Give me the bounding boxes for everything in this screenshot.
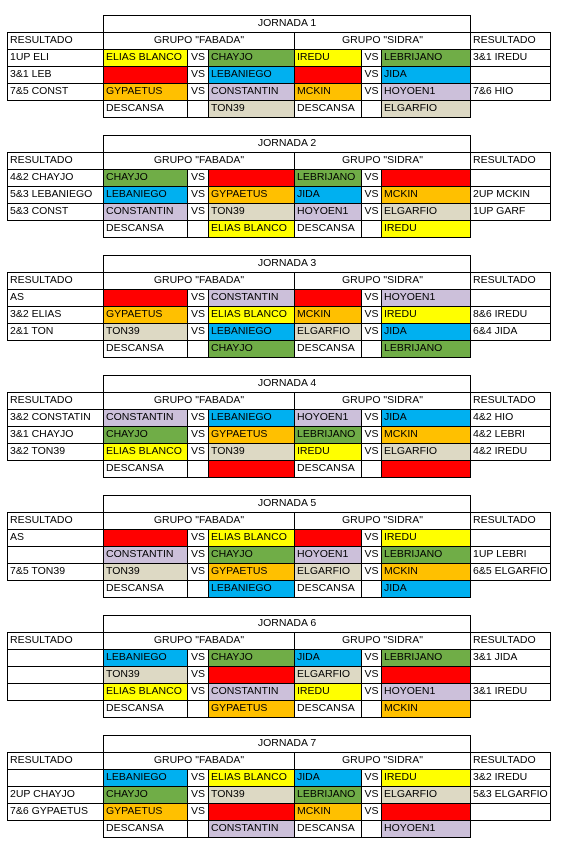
team-cell: JIDA bbox=[381, 409, 471, 427]
group-sidra-header: GRUPO "SIDRA" bbox=[294, 272, 471, 290]
team-cell: CONSTANTIN bbox=[208, 683, 295, 701]
jornada-title: JORNADA 2 bbox=[103, 135, 471, 153]
vs-label: VS bbox=[187, 563, 209, 581]
team-cell: JUANCANI bbox=[381, 803, 471, 821]
team-cell: HOYOEN1 bbox=[294, 409, 362, 427]
group-fabada-header: GRUPO "FABADA" bbox=[103, 512, 295, 530]
rest-label: DESCANSA bbox=[294, 220, 362, 238]
result-header-right: RESULTADO bbox=[470, 152, 551, 170]
team-cell: HOYOEN1 bbox=[381, 683, 471, 701]
result-right: 2UP MCKIN bbox=[470, 186, 551, 204]
vs-label: VS bbox=[187, 306, 209, 324]
team-cell: ELIAS BLANCO bbox=[103, 49, 188, 67]
team-cell: IREDU bbox=[381, 769, 471, 787]
result-right: 3&2 IREDU bbox=[470, 769, 551, 787]
team-cell: CHAYJO bbox=[103, 169, 188, 187]
rest-label: DESCANSA bbox=[294, 100, 362, 118]
team-cell: LEBRIJANO bbox=[294, 426, 362, 444]
team-cell: YHULE bbox=[208, 803, 295, 821]
team-cell: JIDA bbox=[381, 580, 471, 598]
team-cell: IREDU bbox=[294, 49, 362, 67]
team-cell: HOYOEN1 bbox=[381, 820, 471, 838]
team-cell: MCKIN bbox=[294, 83, 362, 101]
vs-label: VS bbox=[361, 409, 382, 427]
vs-label: VS bbox=[361, 769, 382, 787]
vs-label: VS bbox=[187, 803, 209, 821]
result-left: 2UP CHAYJO bbox=[7, 786, 104, 804]
result-right: 1UP LEBRI bbox=[470, 546, 551, 564]
team-cell: JUANCANI bbox=[294, 289, 362, 307]
vs-label: VS bbox=[187, 649, 209, 667]
vs-label: VS bbox=[361, 83, 382, 101]
result-header-left: RESULTADO bbox=[7, 632, 104, 650]
result-right: 6&5 ELGARFIO bbox=[470, 563, 551, 581]
result-header-left: RESULTADO bbox=[7, 512, 104, 530]
result-left: 7&5 TON39 bbox=[7, 563, 104, 581]
team-cell: JIDA bbox=[381, 66, 471, 84]
jornada-title: JORNADA 7 bbox=[103, 735, 471, 753]
result-header-right: RESULTADO bbox=[470, 392, 551, 410]
vs-label: VS bbox=[187, 769, 209, 787]
result-left: 3&2 ELIAS bbox=[7, 306, 104, 324]
rest-label: DESCANSA bbox=[103, 340, 188, 358]
team-cell: LEBANIEGO bbox=[208, 580, 295, 598]
team-cell: MCKIN bbox=[294, 306, 362, 324]
group-fabada-header: GRUPO "FABADA" bbox=[103, 32, 295, 50]
team-cell: MCKIN bbox=[381, 700, 471, 718]
team-cell: HOYOEN1 bbox=[294, 546, 362, 564]
rest-label: DESCANSA bbox=[294, 700, 362, 718]
blank-cell bbox=[187, 820, 209, 838]
vs-label: VS bbox=[361, 323, 382, 341]
team-cell: CHAYJO bbox=[103, 786, 188, 804]
blank-cell bbox=[187, 100, 209, 118]
team-cell: LEBRIJANO bbox=[294, 169, 362, 187]
result-right bbox=[470, 66, 551, 84]
result-right bbox=[470, 666, 551, 684]
result-left bbox=[7, 649, 104, 667]
rest-label: DESCANSA bbox=[103, 820, 188, 838]
team-cell: YHULE bbox=[103, 529, 188, 547]
team-cell: ELIAS BLANCO bbox=[103, 443, 188, 461]
vs-label: VS bbox=[187, 203, 209, 221]
vs-label: VS bbox=[187, 186, 209, 204]
blank-cell bbox=[187, 700, 209, 718]
rest-label: DESCANSA bbox=[103, 100, 188, 118]
team-cell: LEBRIJANO bbox=[294, 786, 362, 804]
team-cell: HOYOEN1 bbox=[381, 289, 471, 307]
team-cell: IREDU bbox=[294, 683, 362, 701]
vs-label: VS bbox=[187, 289, 209, 307]
team-cell: ELIAS BLANCO bbox=[208, 306, 295, 324]
jornada-title: JORNADA 5 bbox=[103, 495, 471, 513]
blank-cell bbox=[361, 700, 382, 718]
team-cell: CHAYJO bbox=[208, 649, 295, 667]
team-cell: LEBANIEGO bbox=[103, 649, 188, 667]
result-left: 7&5 CONST bbox=[7, 83, 104, 101]
result-right: 7&6 HIO bbox=[470, 83, 551, 101]
vs-label: VS bbox=[187, 169, 209, 187]
vs-label: VS bbox=[361, 186, 382, 204]
team-cell: LEBRIJANO bbox=[381, 649, 471, 667]
result-right: 3&1 IREDU bbox=[470, 683, 551, 701]
result-left: 1UP ELI bbox=[7, 49, 104, 67]
team-cell: LEBANIEGO bbox=[208, 409, 295, 427]
team-cell: TON39 bbox=[103, 323, 188, 341]
result-header-right: RESULTADO bbox=[470, 752, 551, 770]
team-cell: JIDA bbox=[294, 649, 362, 667]
result-right: 6&4 JIDA bbox=[470, 323, 551, 341]
result-right: 8&6 IREDU bbox=[470, 306, 551, 324]
team-cell: JIDA bbox=[294, 186, 362, 204]
team-cell: ELGARFIO bbox=[294, 666, 362, 684]
team-cell: GYPAETUS bbox=[208, 700, 295, 718]
group-sidra-header: GRUPO "SIDRA" bbox=[294, 752, 471, 770]
team-cell: GYPAETUS bbox=[208, 186, 295, 204]
group-fabada-header: GRUPO "FABADA" bbox=[103, 272, 295, 290]
team-cell: GYPAETUS bbox=[103, 83, 188, 101]
team-cell: ELIAS BLANCO bbox=[103, 683, 188, 701]
team-cell: MCKIN bbox=[381, 186, 471, 204]
team-cell: MCKIN bbox=[381, 563, 471, 581]
vs-label: VS bbox=[361, 66, 382, 84]
blank-cell bbox=[361, 340, 382, 358]
team-cell: ELGARFIO bbox=[294, 323, 362, 341]
result-header-right: RESULTADO bbox=[470, 32, 551, 50]
group-sidra-header: GRUPO "SIDRA" bbox=[294, 632, 471, 650]
result-right bbox=[470, 289, 551, 307]
result-left bbox=[7, 666, 104, 684]
team-cell: ELGARFIO bbox=[381, 443, 471, 461]
rest-label: DESCANSA bbox=[294, 580, 362, 598]
team-cell: LEBANIEGO bbox=[208, 323, 295, 341]
team-cell: LEBRIJANO bbox=[381, 49, 471, 67]
result-left: 5&3 LEBANIEGO bbox=[7, 186, 104, 204]
blank-cell bbox=[187, 460, 209, 478]
blank-cell bbox=[361, 100, 382, 118]
blank-cell bbox=[361, 220, 382, 238]
result-right bbox=[470, 169, 551, 187]
vs-label: VS bbox=[361, 563, 382, 581]
result-left: AS bbox=[7, 289, 104, 307]
team-cell: YHULE bbox=[208, 460, 295, 478]
blank-cell bbox=[361, 580, 382, 598]
group-sidra-header: GRUPO "SIDRA" bbox=[294, 392, 471, 410]
result-left: 3&1 CHAYJO bbox=[7, 426, 104, 444]
result-right: 4&2 HIO bbox=[470, 409, 551, 427]
jornada-title: JORNADA 6 bbox=[103, 615, 471, 633]
result-left: AS bbox=[7, 529, 104, 547]
vs-label: VS bbox=[361, 443, 382, 461]
team-cell: ELGARFIO bbox=[381, 203, 471, 221]
team-cell: CONSTANTIN bbox=[103, 546, 188, 564]
vs-label: VS bbox=[361, 426, 382, 444]
team-cell: ELIAS BLANCO bbox=[208, 769, 295, 787]
result-left: 3&2 CONSTATIN bbox=[7, 409, 104, 427]
vs-label: VS bbox=[361, 306, 382, 324]
vs-label: VS bbox=[361, 803, 382, 821]
vs-label: VS bbox=[187, 83, 209, 101]
blank-cell bbox=[187, 220, 209, 238]
team-cell: JUANCANI bbox=[381, 169, 471, 187]
team-cell: ELGARFIO bbox=[381, 786, 471, 804]
team-cell: YHULE bbox=[103, 289, 188, 307]
team-cell: LEBRIJANO bbox=[381, 340, 471, 358]
team-cell: JUANCANI bbox=[381, 666, 471, 684]
vs-label: VS bbox=[187, 323, 209, 341]
jornada-title: JORNADA 3 bbox=[103, 255, 471, 273]
rest-label: DESCANSA bbox=[294, 820, 362, 838]
team-cell: TON39 bbox=[208, 100, 295, 118]
rest-label: DESCANSA bbox=[103, 460, 188, 478]
team-cell: CHAYJO bbox=[208, 340, 295, 358]
result-left bbox=[7, 546, 104, 564]
vs-label: VS bbox=[361, 289, 382, 307]
blank-cell bbox=[361, 460, 382, 478]
team-cell: IREDU bbox=[381, 529, 471, 547]
group-fabada-header: GRUPO "FABADA" bbox=[103, 752, 295, 770]
result-left: 3&2 TON39 bbox=[7, 443, 104, 461]
vs-label: VS bbox=[187, 66, 209, 84]
vs-label: VS bbox=[361, 786, 382, 804]
team-cell: TON39 bbox=[208, 203, 295, 221]
team-cell: IREDU bbox=[294, 443, 362, 461]
team-cell: YHULE bbox=[208, 169, 295, 187]
team-cell: ELIAS BLANCO bbox=[208, 529, 295, 547]
vs-label: VS bbox=[187, 443, 209, 461]
team-cell: LEBRIJANO bbox=[381, 546, 471, 564]
team-cell: CONSTANTIN bbox=[103, 409, 188, 427]
group-fabada-header: GRUPO "FABADA" bbox=[103, 152, 295, 170]
team-cell: TON39 bbox=[103, 563, 188, 581]
team-cell: CHAYJO bbox=[103, 426, 188, 444]
blank-cell bbox=[187, 340, 209, 358]
vs-label: VS bbox=[361, 683, 382, 701]
team-cell: ELIAS BLANCO bbox=[208, 220, 295, 238]
team-cell: TON39 bbox=[208, 786, 295, 804]
team-cell: GYPAETUS bbox=[103, 803, 188, 821]
vs-label: VS bbox=[187, 683, 209, 701]
vs-label: VS bbox=[187, 786, 209, 804]
team-cell: JUANCANI bbox=[294, 66, 362, 84]
team-cell: IREDU bbox=[381, 220, 471, 238]
team-cell: CONSTANTIN bbox=[103, 203, 188, 221]
team-cell: JUANCANI bbox=[381, 460, 471, 478]
vs-label: VS bbox=[187, 546, 209, 564]
vs-label: VS bbox=[361, 666, 382, 684]
vs-label: VS bbox=[187, 666, 209, 684]
vs-label: VS bbox=[361, 49, 382, 67]
result-right: 3&1 JIDA bbox=[470, 649, 551, 667]
team-cell: ELGARFIO bbox=[294, 563, 362, 581]
group-sidra-header: GRUPO "SIDRA" bbox=[294, 512, 471, 530]
team-cell: LEBANIEGO bbox=[103, 769, 188, 787]
result-left: 5&3 CONST bbox=[7, 203, 104, 221]
result-header-left: RESULTADO bbox=[7, 752, 104, 770]
result-left bbox=[7, 769, 104, 787]
result-header-left: RESULTADO bbox=[7, 152, 104, 170]
blank-cell bbox=[187, 580, 209, 598]
vs-label: VS bbox=[187, 529, 209, 547]
result-right: 4&2 LEBRI bbox=[470, 426, 551, 444]
vs-label: VS bbox=[361, 169, 382, 187]
blank-cell bbox=[361, 820, 382, 838]
team-cell: CONSTANTIN bbox=[208, 820, 295, 838]
vs-label: VS bbox=[187, 409, 209, 427]
team-cell: HOYOEN1 bbox=[294, 203, 362, 221]
jornada-title: JORNADA 4 bbox=[103, 375, 471, 393]
team-cell: TON39 bbox=[103, 666, 188, 684]
result-header-left: RESULTADO bbox=[7, 32, 104, 50]
result-left: 2&1 TON bbox=[7, 323, 104, 341]
result-right: 5&3 ELGARFIO bbox=[470, 786, 551, 804]
rest-label: DESCANSA bbox=[103, 580, 188, 598]
result-left: 3&1 LEB bbox=[7, 66, 104, 84]
vs-label: VS bbox=[361, 649, 382, 667]
team-cell: CHAYJO bbox=[208, 546, 295, 564]
vs-label: VS bbox=[187, 426, 209, 444]
team-cell: HOYOEN1 bbox=[381, 83, 471, 101]
rest-label: DESCANSA bbox=[294, 460, 362, 478]
team-cell: YHULE bbox=[103, 66, 188, 84]
team-cell: LEBANIEGO bbox=[103, 186, 188, 204]
vs-label: VS bbox=[361, 529, 382, 547]
result-left bbox=[7, 683, 104, 701]
result-right bbox=[470, 529, 551, 547]
vs-label: VS bbox=[361, 203, 382, 221]
result-header-right: RESULTADO bbox=[470, 632, 551, 650]
team-cell: CONSTANTIN bbox=[208, 83, 295, 101]
vs-label: VS bbox=[361, 546, 382, 564]
group-sidra-header: GRUPO "SIDRA" bbox=[294, 152, 471, 170]
result-right: 3&1 IREDU bbox=[470, 49, 551, 67]
result-header-right: RESULTADO bbox=[470, 512, 551, 530]
team-cell: GYPAETUS bbox=[103, 306, 188, 324]
team-cell: GYPAETUS bbox=[208, 563, 295, 581]
team-cell: GYPAETUS bbox=[208, 426, 295, 444]
rest-label: DESCANSA bbox=[294, 340, 362, 358]
team-cell: JIDA bbox=[294, 769, 362, 787]
team-cell: MCKIN bbox=[381, 426, 471, 444]
result-right: 1UP GARF bbox=[470, 203, 551, 221]
jornada-title: JORNADA 1 bbox=[103, 15, 471, 33]
team-cell: TON39 bbox=[208, 443, 295, 461]
result-header-right: RESULTADO bbox=[470, 272, 551, 290]
result-header-left: RESULTADO bbox=[7, 272, 104, 290]
team-cell: IREDU bbox=[381, 306, 471, 324]
group-fabada-header: GRUPO "FABADA" bbox=[103, 392, 295, 410]
team-cell: CONSTANTIN bbox=[208, 289, 295, 307]
result-left: 7&6 GYPAETUS bbox=[7, 803, 104, 821]
result-header-left: RESULTADO bbox=[7, 392, 104, 410]
rest-label: DESCANSA bbox=[103, 220, 188, 238]
result-left: 4&2 CHAYJO bbox=[7, 169, 104, 187]
group-fabada-header: GRUPO "FABADA" bbox=[103, 632, 295, 650]
team-cell: YHULE bbox=[208, 666, 295, 684]
team-cell: CHAYJO bbox=[208, 49, 295, 67]
team-cell: JUANCANI bbox=[294, 529, 362, 547]
team-cell: JIDA bbox=[381, 323, 471, 341]
team-cell: ELGARFIO bbox=[381, 100, 471, 118]
result-right: 4&2 IREDU bbox=[470, 443, 551, 461]
rest-label: DESCANSA bbox=[103, 700, 188, 718]
result-right bbox=[470, 803, 551, 821]
group-sidra-header: GRUPO "SIDRA" bbox=[294, 32, 471, 50]
vs-label: VS bbox=[187, 49, 209, 67]
team-cell: MCKIN bbox=[294, 803, 362, 821]
team-cell: LEBANIEGO bbox=[208, 66, 295, 84]
